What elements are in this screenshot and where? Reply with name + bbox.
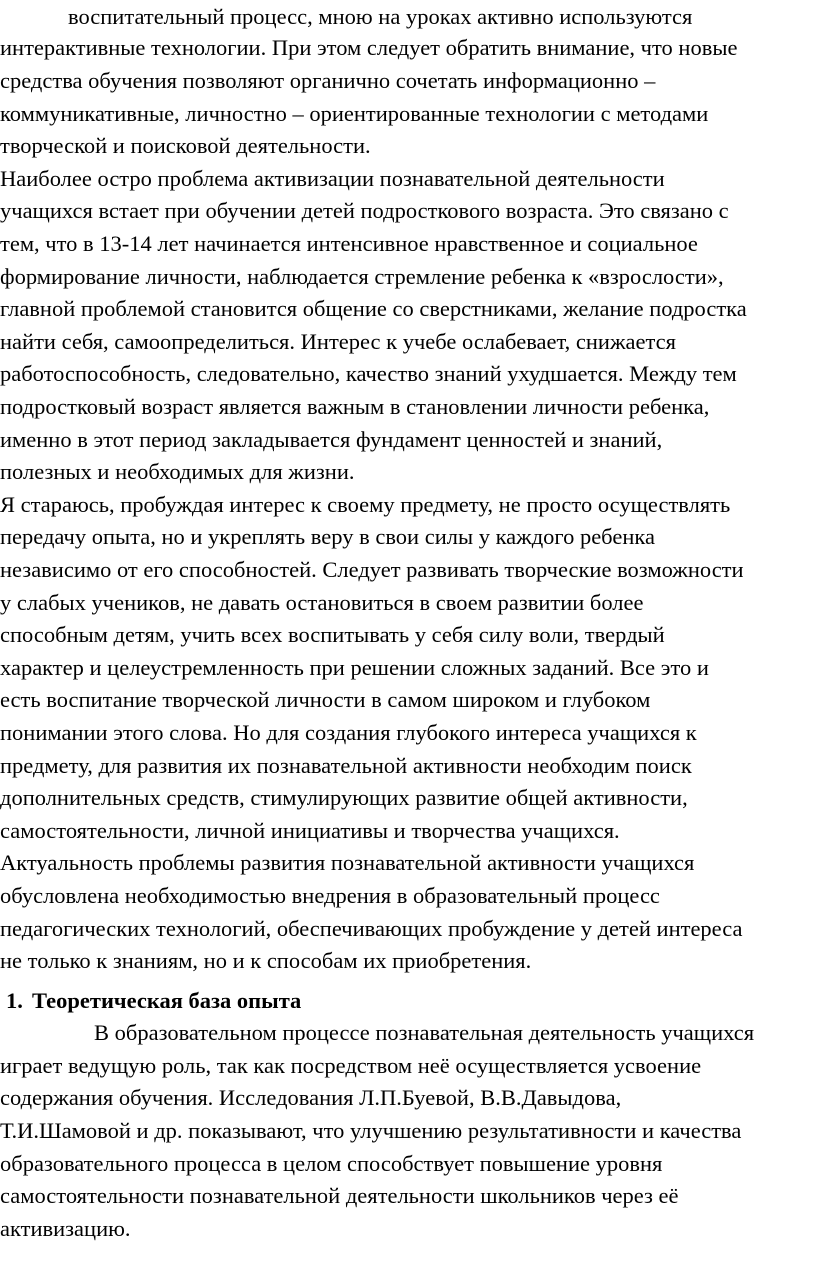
section-heading [6,984,301,1018]
text-line: дополнительных средств, стимулирующих развитие общей активности, [0,785,688,810]
text-line: главной проблемой становится общение со сверстниками, желание подростка [0,296,747,321]
text-line: работоспособность, следовательно, качество знаний ухудшается. Между тем [0,361,737,386]
text-line: образовательного процесса в целом способствует повышение уровня [0,1151,663,1176]
text-line: формирование личности, наблюдается стремление ребенка к «взрослости», [0,264,724,289]
text-line: у слабых учеников, не давать остановиться в своем развитии более [0,590,644,615]
text-line: В образовательном процессе познавательная деятельность учащихся [94,1020,755,1045]
text-line: передачу опыта, но и укреплять веру в свои силы у каждого ребенка [0,524,655,549]
text-line: именно в этот период закладывается фундамент ценностей и знаний, [0,427,663,452]
text-line: Т.И.Шамовой и др. показывают, что улучшению результативности и качества [0,1118,742,1143]
text-line: творческой и поисковой деятельности. [0,133,371,158]
text-line: коммуникативные, личностно – ориентированные технологии с методами [0,101,709,126]
text-line: интерактивные технологии. При этом следует обратить внимание, что новые [0,35,738,60]
text-line: самостоятельности, личной инициативы и творчества учащихся. [0,818,620,843]
text-line: играет ведущую роль, так как посредством неё осуществляется усвоение [0,1053,702,1078]
text-line: Я стараюсь, пробуждая интерес к своему предмету, не просто осуществлять [0,492,731,517]
text-line: способным детям, учить всех воспитывать у себя силу воли, твердый [0,622,665,647]
text-line: предмету, для развития их познавательной активности необходим поиск [0,753,692,778]
text-line: педагогических технологий, обеспечивающих пробуждение у детей интереса [0,916,743,941]
text-line: Наиболее остро проблема активизации познавательной деятельности [0,166,665,191]
text-line: найти себя, самоопределиться. Интерес к учебе ослабевает, снижается [0,329,676,354]
text-line: средства обучения позволяют органично сочетать информационно – [0,68,656,93]
text-line: самостоятельности познавательной деятельности школьников через её [0,1183,679,1208]
text-line: учащихся встает при обучении детей подросткового возраста. Это связано с [0,198,729,223]
text-line: тем, что в 13-14 лет начинается интенсивное нравственное и социальное [0,231,698,256]
text-line: обусловлена необходимостью внедрения в образовательный процесс [0,883,660,908]
text-line: понимании этого слова. Но для создания глубокого интереса учащихся к [0,720,697,745]
text-line: активизацию. [0,1216,131,1241]
text-line: характер и целеустремленность при решении сложных заданий. Все это и [0,655,709,680]
text-line: не только к знаниям, но и к способам их приобретения. [0,948,532,973]
text-line: содержания обучения. Исследования Л.П.Буевой, В.В.Давыдова, [0,1085,622,1110]
text-line: есть воспитание творческой личности в самом широком и глубоком [0,687,651,712]
section-number: 1. [6,988,23,1013]
section-title: Теоретическая база опыта [32,988,302,1013]
text-line: независимо от его способностей. Следует развивать творческие возможности [0,557,744,582]
text-line: Актуальность проблемы развития познавательной активности учащихся [0,850,695,875]
text-line: воспитательный процесс, мною на уроках активно используются [68,4,693,29]
text-line: подростковый возраст является важным в становлении личности ребенка, [0,394,710,419]
text-line: полезных и необходимых для жизни. [0,459,355,484]
